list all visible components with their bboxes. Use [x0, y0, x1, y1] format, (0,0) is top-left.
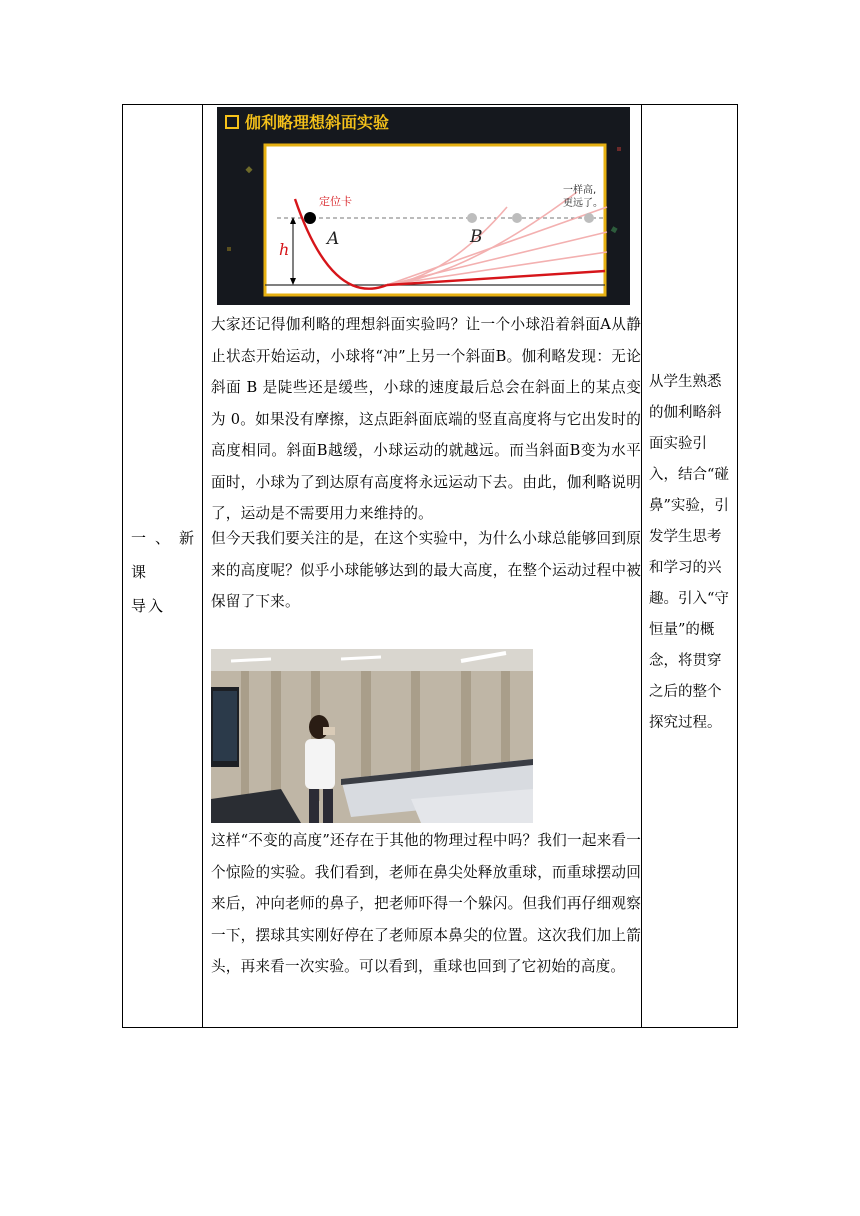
slide-title [225, 111, 389, 135]
paragraph-1: 大家还记得伽利略的理想斜面实验吗？让一个小球沿着斜面A从静止状态开始运动，小球将“冲”上另一个斜面B。伽利略发现：无论斜面 B 是陡些还是缓些，小球的速度最后总会在斜面上的某点变为 0。如果没有摩擦，这点距斜面底端的竖直高度将与它出发时的高度相同。斜面B越缓，小球运动的就越远。而当斜面B变为水平面时，小球为了到达原有高度将永远运动下去。由此，伽利略说明了，运动是不需要用力来维持的。 [211, 316, 641, 522]
section-label [123, 521, 203, 623]
section-label-line2: 导入 [131, 597, 166, 615]
label-card: 定位卡 [319, 195, 352, 208]
classroom-illustration [211, 649, 533, 823]
label-b: B [470, 227, 483, 247]
galileo-slide-image [217, 107, 630, 305]
paragraph-3: 这样“不变的高度”还存在于其他的物理过程中吗？我们一起来看一个惊险的实验。我们看到，老师在鼻尖处释放重球，而重球摆动回来后，冲向老师的鼻子，把老师吓得一个躲闪。但我们再仔细观察一下，摆球其实刚好停在了老师原本鼻尖的位置。这次我们加上箭头，再来看一次实验。可以看到，重球也回到了它初始的高度。 [211, 832, 641, 975]
label-h: h [279, 240, 290, 259]
classroom-photo [211, 649, 533, 823]
checkbox-icon [225, 115, 239, 129]
note-line2: 更远了。 [563, 198, 603, 209]
lesson-table [122, 104, 738, 1028]
side-note: 从学生熟悉的伽利略斜面实验引入，结合“碰鼻”实验，引发学生思考和学习的兴趣。引入“守恒量”的概念，将贯穿之后的整个探究过程。 [649, 374, 729, 731]
column-divider [641, 105, 642, 1027]
section-label-line1: 一、新课 [131, 529, 204, 581]
paragraph-2: 但今天我们要关注的是，在这个实验中，为什么小球总能够回到原来的高度呢？似乎小球能够达到的最大高度，在整个运动过程中被保留了下来。 [211, 530, 641, 610]
slide-title-text: 伽利略理想斜面实验 [245, 113, 390, 132]
label-a: A [327, 229, 340, 249]
note-line1: 一样高, [563, 185, 597, 196]
